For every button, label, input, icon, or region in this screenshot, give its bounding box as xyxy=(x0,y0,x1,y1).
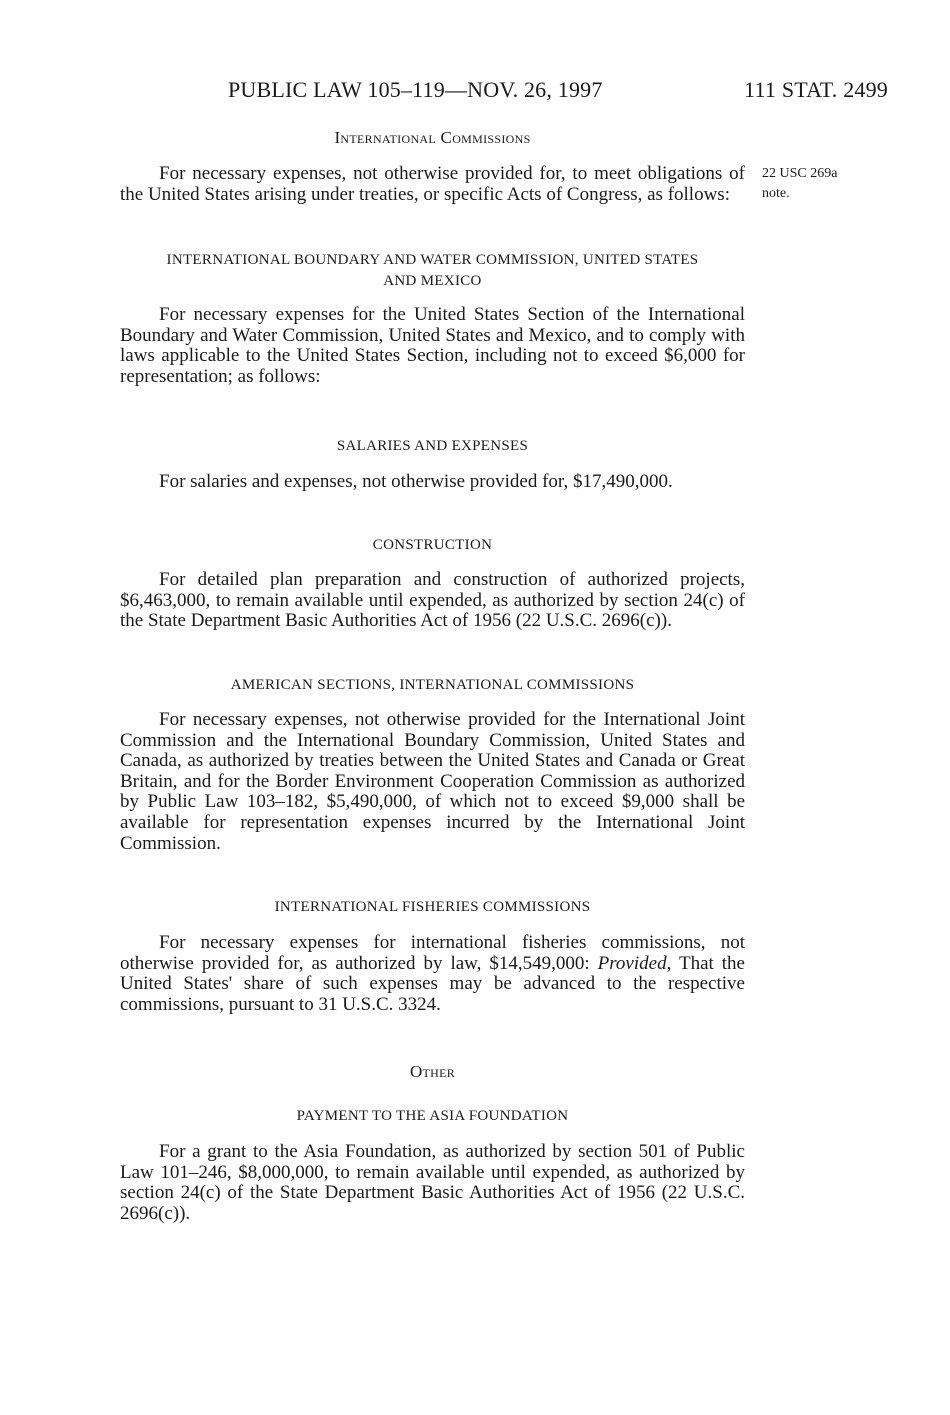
heading-ibwc-line-2: AND MEXICO xyxy=(383,273,482,289)
heading-international-fisheries: INTERNATIONAL FISHERIES COMMISSIONS xyxy=(274,899,591,915)
running-head-title: PUBLIC LAW 105–119—NOV. 26, 1997 xyxy=(228,77,603,102)
paragraph-international-fisheries xyxy=(120,933,745,1015)
margin-note xyxy=(762,164,872,204)
paragraph-international-commissions: For necessary expenses, not otherwise provided for, to meet obligations of the United States arising under treaties, or specific Acts of Congress, as follows: xyxy=(120,163,745,205)
margin-note-line-1: 22 USC 269a xyxy=(762,166,838,181)
heading-international-commissions: International Commissions xyxy=(334,128,531,147)
paragraph-construction: For detailed plan preparation and construction of authorized projects, $6,463,000, to remain available until expended, as authorized by section 24(c) of the State Department Basic Authorities Act of 1956 (22 U.S.C. 2696(c)). xyxy=(120,569,745,632)
heading-asia-foundation: PAYMENT TO THE ASIA FOUNDATION xyxy=(296,1108,569,1124)
heading-construction: CONSTRUCTION xyxy=(372,537,493,553)
heading-american-sections: AMERICAN SECTIONS, INTERNATIONAL COMMISSIONS xyxy=(230,677,635,693)
heading-ibwc xyxy=(120,250,745,292)
heading-ibwc-line-1: INTERNATIONAL BOUNDARY AND WATER COMMISSION, UNITED STATES xyxy=(166,252,699,268)
running-head-stat: 111 STAT. 2499 xyxy=(744,77,888,102)
fisheries-provided-italic: Provided xyxy=(597,952,667,974)
margin-note-line-2: note. xyxy=(762,186,790,201)
paragraph-american-sections: For necessary expenses, not otherwise provided for the International Joint Commission and the International Boundary Commission, United States and Canada, as authorized by treaties between the United States and Canada or Great Britain, and for the Border Environment Cooperation Commission as authorized by Public Law 103–182, $5,490,000, of which not to exceed $9,000 shall be available for representation expenses incurred by the International Joint Commission. xyxy=(120,709,745,854)
heading-other: Other xyxy=(409,1062,456,1081)
paragraph-salaries-and-expenses: For salaries and expenses, not otherwise provided for, $17,490,000. xyxy=(159,471,673,492)
running-head xyxy=(228,77,888,107)
fisheries-text-after: , That the United States' share of such expenses may be advanced to the respective commissions, pursuant to 31 U.S.C. 3324. xyxy=(120,952,745,1015)
paragraph-ibwc: For necessary expenses for the United States Section of the International Boundary and Water Commission, United States and Mexico, and to comply with laws applicable to the United States Section, including not to exceed $6,000 for representation; as follows: xyxy=(120,304,745,387)
heading-salaries-and-expenses: SALARIES AND EXPENSES xyxy=(336,438,529,454)
fisheries-text-before: For necessary expenses for international fisheries commissions, not otherwise provided for, as authorized by law, $14,549,000: xyxy=(120,932,745,974)
paragraph-asia-foundation: For a grant to the Asia Foundation, as authorized by section 501 of Public Law 101–246, $8,000,000, to remain available until expended, as authorized by section 24(c) of the State Department Basic Authorities Act of 1956 (22 U.S.C. 2696(c)). xyxy=(120,1141,745,1224)
